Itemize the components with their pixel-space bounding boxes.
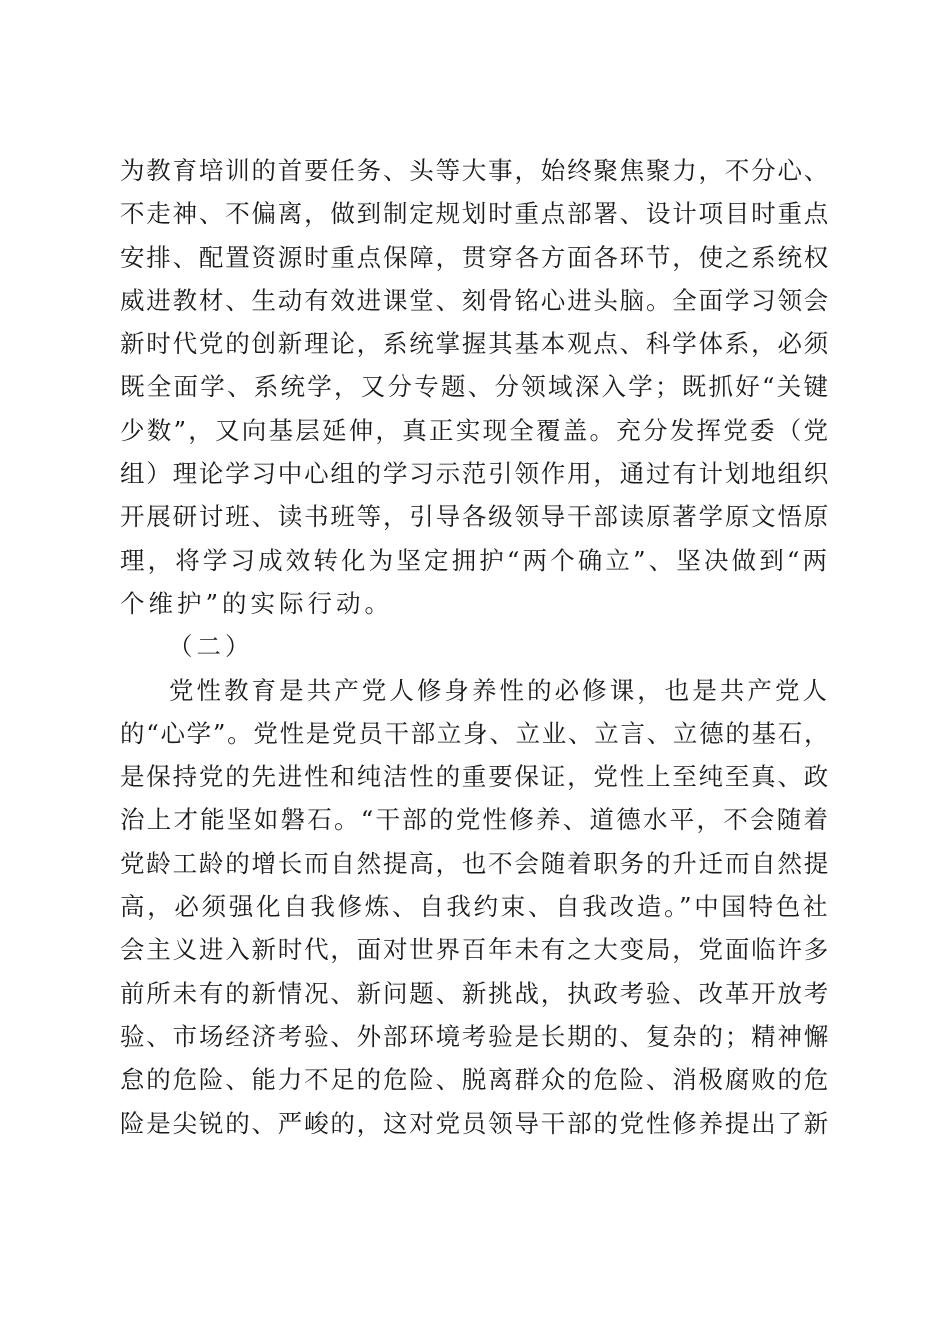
- text-line: 党性教育是共产党人修身养性的必修课，也是共产党人: [169, 675, 830, 705]
- text-line: 验、市场经济考验、外部环境考验是长期的、复杂的；精神懈: [120, 1021, 830, 1051]
- text-line: 少数”，又向基层延伸，真正实现全覆盖。充分发挥党委（党: [120, 415, 830, 445]
- text-line: 会主义进入新时代，面对世界百年未有之大变局，党面临许多: [120, 935, 830, 965]
- text-line: 怠的危险、能力不足的危险、脱离群众的危险、消极腐败的危: [120, 1065, 830, 1095]
- section-heading: [120, 625, 830, 668]
- document-body: [120, 149, 830, 1145]
- text-line: 党龄工龄的增长而自然提高，也不会随着职务的升迁而自然提: [120, 848, 830, 878]
- text-line: 既全面学、系统学，又分专题、分领域深入学；既抓好“关键: [120, 372, 830, 402]
- text-line: 开展研讨班、读书班等，引导各级领导干部读原著学原文悟原: [120, 502, 830, 532]
- text-line: 新时代党的创新理论，系统掌握其基本观点、科学体系，必须: [120, 329, 830, 359]
- text-line: 治上才能坚如磐石。“干部的党性修养、道德水平，不会随着: [120, 805, 830, 835]
- section-heading-text: （二）: [168, 632, 254, 662]
- text-line: 为教育培训的首要任务、头等大事，始终聚焦聚力，不分心、: [120, 156, 830, 185]
- paragraph-1: [120, 149, 830, 625]
- text-line: 理，将学习成效转化为坚定拥护“两个确立”、坚决做到“两: [120, 545, 830, 575]
- text-line: 安排、配置资源时重点保障，贯穿各方面各环节，使之系统权: [120, 242, 830, 272]
- text-line: 是保持党的先进性和纯洁性的重要保证，党性上至纯至真、政: [120, 762, 830, 792]
- text-line: 前所未有的新情况、新问题、新挑战，执政考验、改革开放考: [120, 978, 830, 1008]
- text-line: 险是尖锐的、严峻的，这对党员领导干部的党性修养提出了新: [120, 1108, 830, 1138]
- text-line: 不走神、不偏离，做到制定规划时重点部署、设计项目时重点: [120, 199, 830, 229]
- paragraph-2: [120, 669, 830, 1145]
- text-line: 威进教材、生动有效进课堂、刻骨铭心进头脑。全面学习领会: [120, 285, 830, 315]
- text-line: 高，必须强化自我修炼、自我约束、自我改造。”中国特色社: [120, 892, 830, 922]
- text-line: 组）理论学习中心组的学习示范引领作用，通过有计划地组织: [120, 459, 830, 489]
- text-line: 的“心学”。党性是党员干部立身、立业、立言、立德的基石，: [120, 718, 830, 748]
- text-line: 个维护”的实际行动。: [120, 588, 394, 618]
